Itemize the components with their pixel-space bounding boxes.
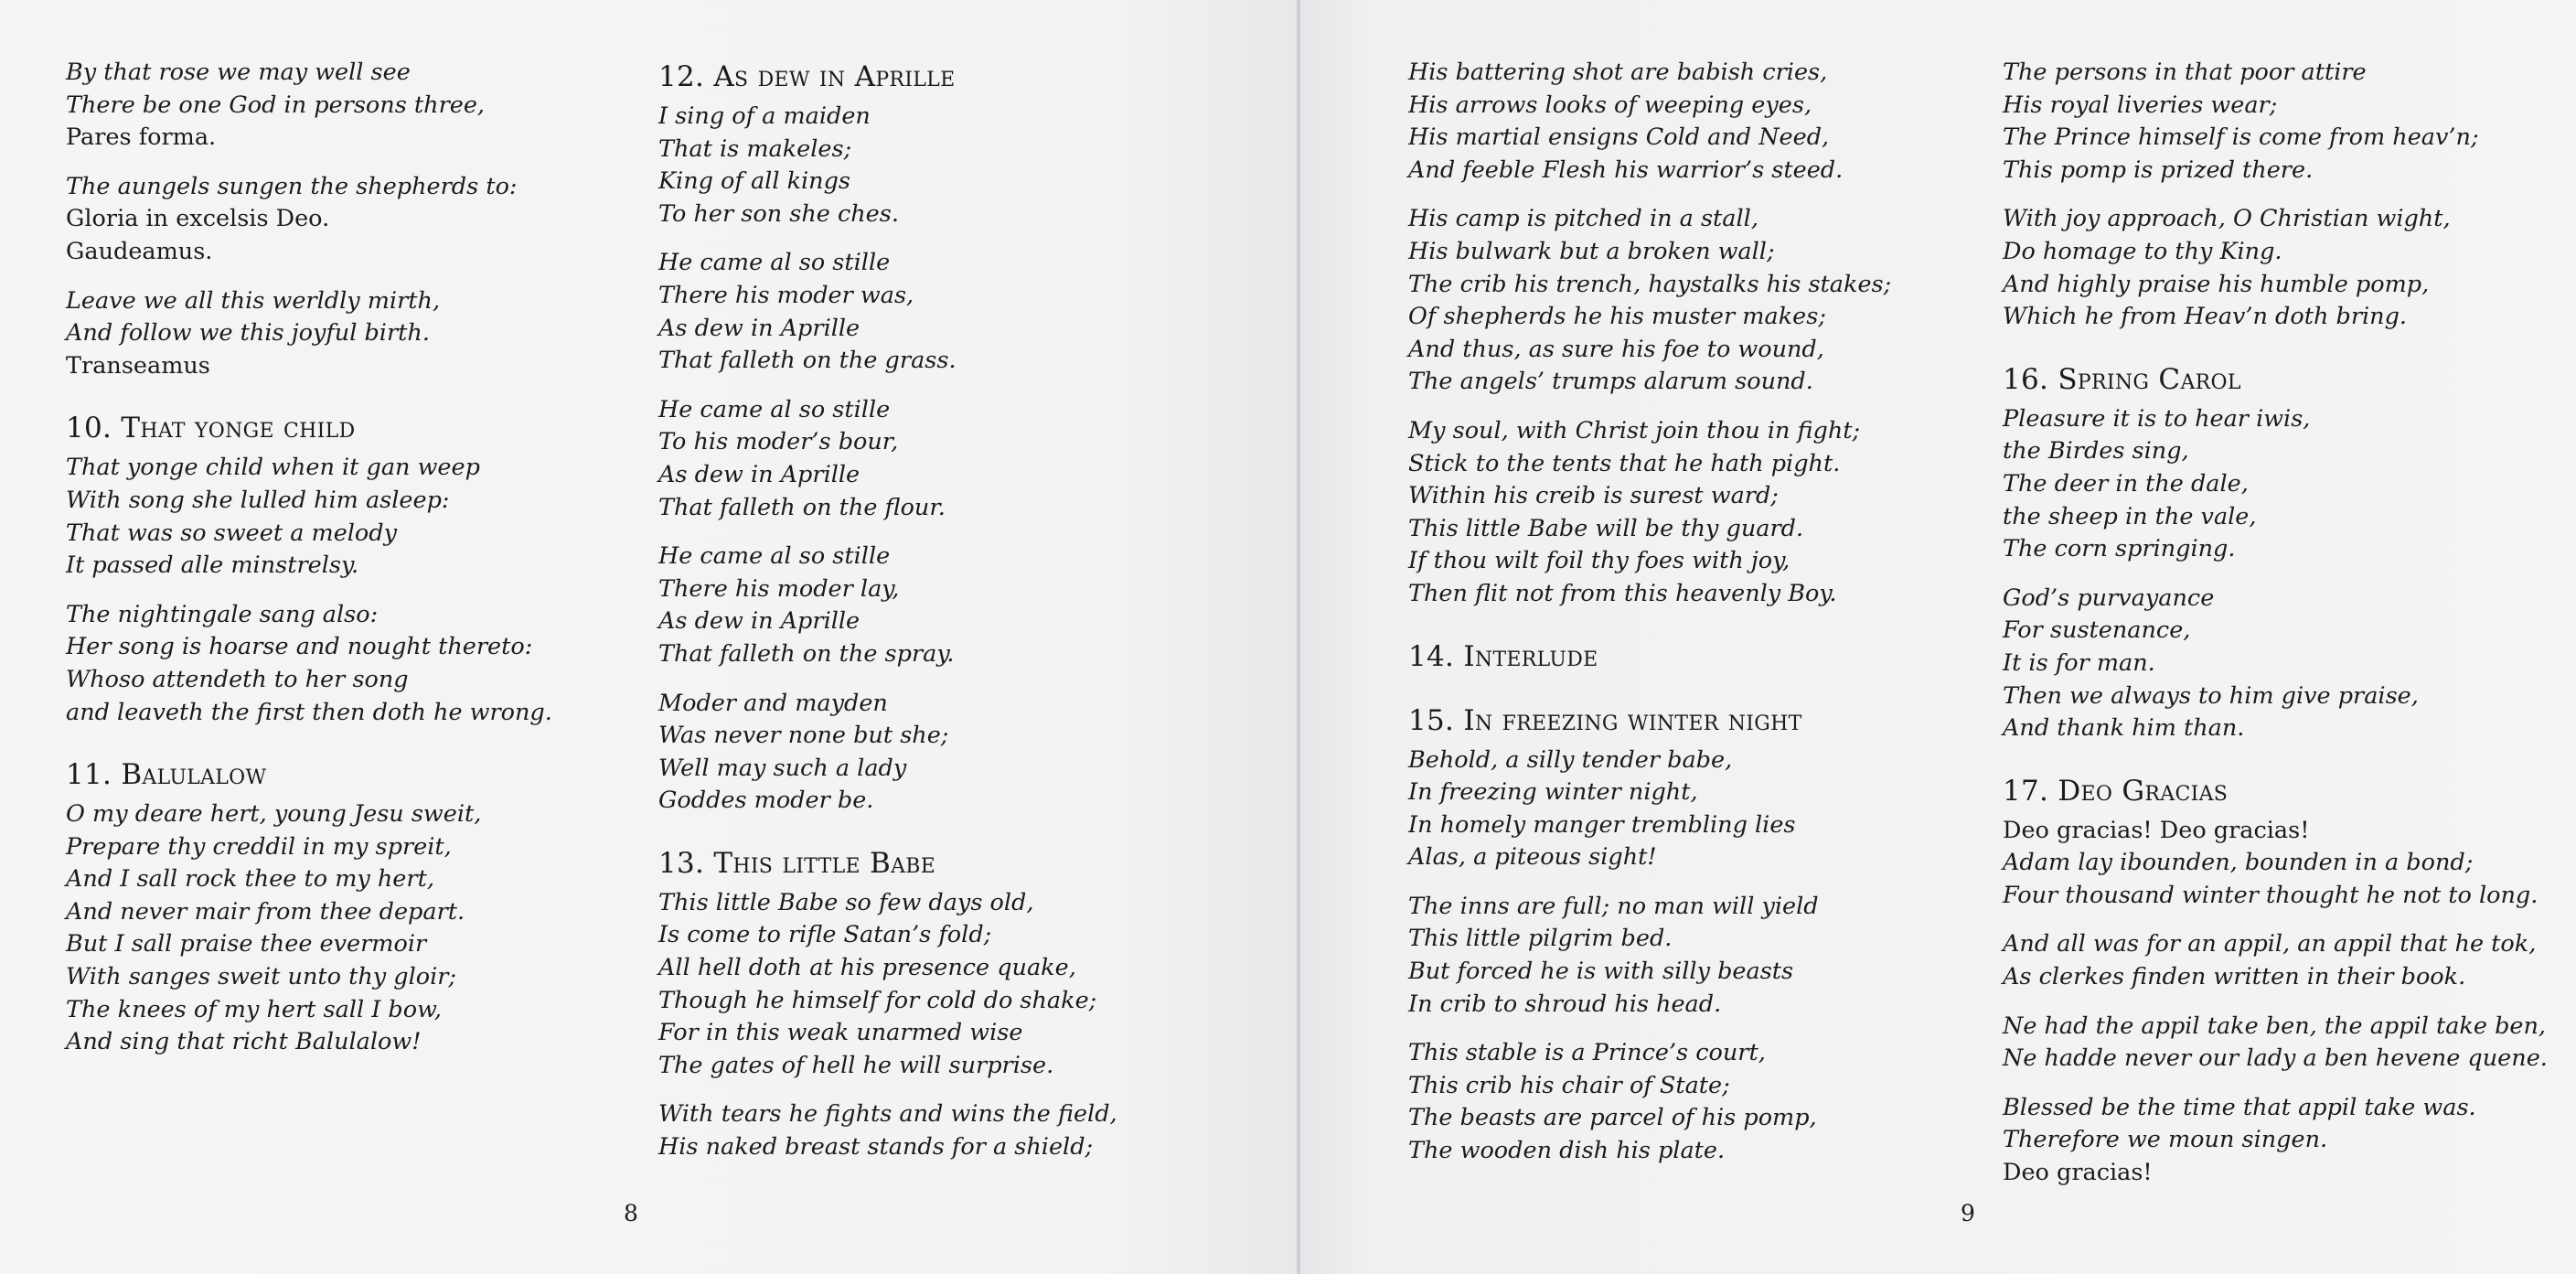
verse-line: Behold, a silly tender babe, [1408,745,1733,774]
stanza [2003,583,2576,745]
column-3 [1408,57,1993,1184]
verse-line: That yonge child when it gan weep [66,454,480,482]
verse-line: The corn springing. [2003,535,2236,563]
verse-line: In crib to shroud his head. [1408,990,1722,1018]
verse-line: Of shepherds he his muster makes; [1408,303,1826,331]
stanza [66,171,651,269]
verse-line: His arrows looks of weeping eyes, [1408,91,1812,119]
verse-line: There be one God in persons three, [66,91,486,119]
verse-line: And thank him than. [2003,714,2245,743]
page-number-left: 8 [624,1200,638,1226]
column-2 [658,57,1244,1181]
refrain-line: Gaudeamus. [66,237,213,265]
verse-line: With joy approach, O Christian wight, [2003,205,2451,233]
verse-line: the sheep in the vale, [2003,502,2257,530]
verse-line: His naked breast stands for a shield; [658,1133,1094,1162]
verse-line: God’s purvayance [2003,583,2215,612]
verse-line: Though he himself for cold do shake; [658,986,1097,1014]
verse-line: The aungels sungen the shepherds to: [66,172,518,200]
verse-line: As dew in Aprille [658,460,860,488]
stanza [1408,744,1993,874]
verse-line: This stable is a Prince’s court, [1408,1039,1766,1067]
verse-line: His martial ensigns Cold and Need, [1408,123,1830,152]
section-heading-14: 14. Interlude [1408,639,1598,673]
verse-line: Ne hadde never our lady a ben hevene quene. [2003,1044,2548,1073]
verse-line: The gates of hell he will surprise. [658,1051,1054,1079]
verse-line: This pomp is prized there. [2003,155,2314,184]
stanza [2003,57,2576,187]
verse-line: Pleasure it is to hear iwis, [2003,404,2311,433]
stanza [2003,928,2576,993]
verse-line: I sing of a maiden [658,102,871,130]
verse-line: Well may such a lady [658,754,907,782]
verse-line: Four thousand winter thought he not to long. [2003,881,2539,909]
verse-line: The crib his trench, haystalks his stakes; [1408,270,1892,298]
verse-line: With tears he fights and wins the field, [658,1100,1117,1129]
verse-line: It passed alle minstrelsy. [66,551,359,580]
stanza [658,101,1244,230]
verse-line: Whoso attendeth to her song [66,665,409,693]
verse-line: This little Babe will be thy guard. [1408,514,1804,542]
verse-line: In freezing winter night, [1408,778,1698,807]
section-heading-13: 13. This little Babe [658,846,936,880]
verse-line: His battering shot are babish cries, [1408,59,1828,86]
stanza [2003,815,2576,913]
stanza [2003,203,2576,333]
verse-line: Alas, a piteous sight! [1408,843,1657,872]
verse-line: This little pilgrim bed. [1408,925,1673,953]
verse-line: His royal liveries wear; [2003,91,2278,119]
verse-line: The persons in that poor attire [2003,59,2367,86]
verse-line: As clerkes finden written in their book. [2003,963,2466,991]
verse-line: O my deare hert, young Jesu sweit, [66,800,482,829]
column-1 [66,57,651,1076]
refrain-line: Deo gracias! [2003,1159,2153,1187]
verse-line: This little Babe so few days old, [658,888,1034,916]
verse-line: And highly praise his humble pomp, [2003,270,2430,298]
verse-line: Was never none but she; [658,722,949,750]
verse-line: Which he from Heav’n doth bring. [2003,303,2408,331]
verse-line: But I sall praise thee evermoir [66,930,427,958]
stanza [658,1098,1244,1163]
verse-line: My soul, with Christ join thou in fight; [1408,416,1861,444]
section-heading-16: 16. Spring Carol [2003,362,2241,396]
verse-line: Leave we all this werldly mirth, [66,286,441,315]
verse-line: But forced he is with silly beasts [1408,958,1794,986]
verse-line: Ne had the appil take ben, the appil take ben, [2003,1012,2547,1040]
verse-line: It is for man. [2003,648,2155,677]
verse-line: Is come to rifle Satan’s fold; [658,921,992,949]
verse-line: The deer in the dale, [2003,469,2249,498]
verse-line: With sanges sweit unto thy gloir; [66,963,457,991]
verse-line: Her song is hoarse and nought thereto: [66,633,533,661]
verse-line: Prepare thy creddil in my spreit, [66,832,452,861]
refrain-line: Pares forma. [66,123,217,152]
stanza [658,247,1244,377]
verse-line: That is makeles; [658,134,852,163]
verse-line: In homely manger trembling lies [1408,810,1796,839]
verse-line: To his moder’s bour, [658,428,899,456]
verse-line: That falleth on the spray. [658,639,955,668]
stanza [2003,1092,2576,1190]
verse-line: His camp is pitched in a stall, [1408,205,1758,233]
verse-line: There his moder lay, [658,574,900,603]
refrain-line: Deo gracias! Deo gracias! [2003,816,2310,844]
verse-line: Goddes moder be. [658,787,874,815]
booklet-spine [1297,0,1300,1274]
verse-line: That falleth on the grass. [658,347,957,375]
verse-line: And all was for an appil, an appil that he tok, [2003,930,2537,958]
verse-line: As dew in Aprille [658,607,860,636]
refrain-line: Gloria in excelsis Deo. [66,205,330,233]
verse-line: Then we always to him give praise, [2003,681,2419,710]
verse-line: This crib his chair of State; [1408,1071,1730,1099]
verse-line: Within his creib is surest ward; [1408,482,1779,510]
section-heading-11: 11. Balulalow [66,758,267,792]
verse-line: Stick to the tents that he hath pight. [1408,449,1841,477]
verse-line: And feeble Flesh his warrior’s steed. [1408,155,1844,184]
verse-line: The Prince himself is come from heav’n; [2003,123,2479,152]
verse-line: With song she lulled him asleep: [66,486,450,514]
verse-line: For in this weak unarmed wise [658,1019,1023,1047]
stanza [658,541,1244,670]
verse-line: Blessed be the time that appil take was. [2003,1093,2476,1121]
stanza [1408,891,1993,1021]
stanza [66,285,651,383]
verse-line: the Birdes sing, [2003,437,2189,466]
section-heading-17: 17. Deo Gracias [2003,774,2229,808]
verse-line: Therefore we moun singen. [2003,1126,2328,1154]
verse-line: If thou wilt foil thy foes with joy, [1408,547,1790,575]
verse-line: For sustenance, [2003,616,2191,645]
stanza [66,798,651,1059]
verse-line: By that rose we may well see [66,59,411,86]
verse-line: He came al so stille [658,395,891,423]
verse-line: That was so sweet a melody [66,519,398,547]
stanza [2003,1011,2576,1076]
verse-line: Moder and mayden [658,689,888,717]
verse-line: The angels’ trumps alarum sound. [1408,368,1813,396]
verse-line: The inns are full; no man will yield [1408,892,1819,920]
verse-line: And never mair from thee depart. [66,897,465,926]
stanza [66,452,651,582]
verse-line: To her son she ches. [658,199,899,228]
section-heading-10: 10. That yonge child [66,412,356,445]
verse-line: As dew in Aprille [658,314,860,342]
stanza [658,394,1244,524]
verse-line: He came al so stille [658,249,891,277]
verse-line: He came al so stille [658,542,891,571]
verse-line: and leaveth the first then doth he wrong. [66,698,552,726]
verse-line: That falleth on the flour. [658,493,946,521]
stanza [1408,57,1993,187]
verse-line: Do homage to thy King. [2003,237,2282,265]
page-number-right: 9 [1961,1200,1975,1226]
column-4 [2003,57,2576,1206]
verse-line: And thus, as sure his foe to wound, [1408,335,1824,363]
verse-line: And follow we this joyful birth. [66,319,430,348]
verse-line: All hell doth at his presence quake, [658,954,1076,982]
verse-line: His bulwark but a broken wall; [1408,237,1775,265]
stanza [1408,203,1993,399]
section-heading-15: 15. In freezing winter night [1408,703,1802,737]
verse-line: And I sall rock thee to my hert, [66,865,434,894]
stanza [1408,1037,1993,1167]
verse-line: There his moder was, [658,281,914,309]
stanza [66,599,651,729]
verse-line: And sing that richt Balulalow! [66,1028,422,1056]
refrain-line: Transeamus [66,351,210,380]
verse-line: King of all kings [658,167,851,196]
section-heading-12: 12. As dew in Aprille [658,60,956,93]
verse-line: Adam lay ibounden, bounden in a bond; [2003,849,2474,877]
stanza [2003,403,2576,566]
verse-line: The nightingale sang also: [66,600,379,628]
stanza [1408,415,1993,611]
verse-line: The beasts are parcel of his pomp, [1408,1104,1817,1132]
stanza [658,688,1244,818]
verse-line: The wooden dish his plate. [1408,1137,1726,1165]
verse-line: Then flit not from this heavenly Boy. [1408,579,1837,607]
stanza [658,887,1244,1083]
verse-line: The knees of my hert sall I bow, [66,995,442,1023]
stanza [66,57,651,155]
